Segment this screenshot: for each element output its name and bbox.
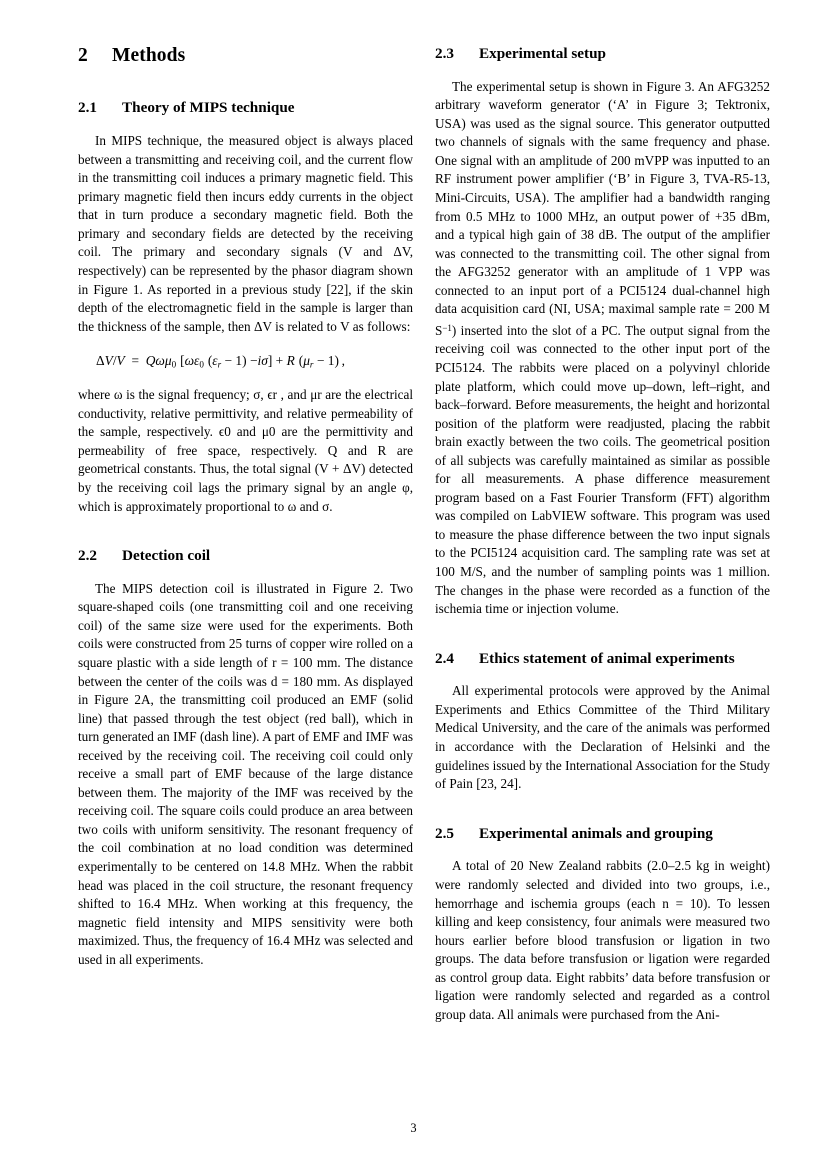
subsection-number: 2.1 (78, 99, 97, 117)
paragraph-theory-1: In MIPS technique, the measured object is always placed between a transmitting and receiving coil, and the current flow in the transmitting coil induces a primary magnetic field. This primary magnetic field then incurs eddy currents in the object that in turn produce a secondary magnetic field. Both the primary and secondary fields are detected by the receiving coil. The primary and secondary signals (V and ΔV, respectively) can be represented by the phasor diagram shown in Figure 1. As reported in a previous study [22], if the skin depth of the electromagnetic field in the sample is larger than the thickness of the sample, then ΔV is related to V as follows: (78, 133, 413, 334)
section-number: 2 (78, 45, 88, 66)
spacer (78, 68, 413, 98)
spacer (435, 843, 770, 857)
paragraph-experimental-setup-1 (435, 78, 770, 619)
subsection-heading-detection-coil (78, 546, 413, 566)
subsection-heading-experimental-setup (435, 44, 770, 64)
subsection-number: 2.2 (78, 547, 97, 565)
spacer (435, 64, 770, 78)
subsection-title: Experimental animals and grouping (479, 824, 713, 842)
section-heading-methods (78, 44, 413, 68)
paragraph-part-2: ) inserted into the slot of a PC. The output signal from the receiving coil was connected to the other input port of the PCI5124. The rabbits were placed on a polyvinyl chloride plate platform, which could move up–down, left–right, and back–forward. Before measurements, the height and horizontal position of the platform were readjusted, placing the rabbit brain exactly between the two coils. The geometrical position of all subjects was carefully maintained as similar as possible for all measurements. A phase difference measurement program based on a Fast Fourier Transform (FFT) algorithm was compiled on LabVIEW software. This program was used to measure the phase difference between the two input signals to the PCI5124 acquisition card. The sampling rate was set at 100 M/S, and the number of sampling points was 1 million. The changes in the phase were recorded as a function of the ischemia time or injection volume. (435, 322, 770, 617)
paragraph-part-1: The experimental setup is shown in Figure 3. An AFG3252 arbitrary waveform generator (‘A’ in Figure 3; Tektronix, USA) was used as the signal source. This generator outputted two channels of signals with the same frequency and phase. One signal with an amplitude of 200 mVPP was inputted to an RF instrument power amplifier (‘B’ in Figure 3, TVA-R5-13, Mini-Circuits, USA). The amplifier had a bandwidth ranging from 0.5 MHz to 1000 MHz, an output power of +35 dBm, and a typical high gain of 38 dB. The output of the amplifier was connected to the transmitting coil. The other signal from the AFG3252 generator with an amplitude of 1 VPP was connected to an input port of a PCI5124 dual-channel high data acquisition card (NI, USA; maximal sample rate = 200 M S (435, 78, 770, 338)
spacer (78, 566, 413, 580)
subsection-number: 2.5 (435, 824, 454, 842)
right-column (435, 44, 770, 1024)
two-column-layout (78, 44, 770, 1024)
subsection-title: Ethics statement of animal experiments (479, 649, 735, 667)
spacer (78, 118, 413, 132)
paragraph-detection-coil-1: The MIPS detection coil is illustrated in Figure 2. Two square-shaped coils (one transmitting coil and one receiving coil) of the same size were used for the experiments. Both coils were constructed from 25 turns of copper wire rolled on a square plastic with a side length of r = 100 mm. The distance between the center of the coils was d = 180 mm. As displayed in Figure 2A, the transmitting coil produced an EMF (solid line) that passed through the test object (red ball), which in turn generated an IMF (dash line). A part of EMF and IMF was received by the receiving coil. The receiving coil could only receive a small part of EMF because of the large distance between them. The majority of the IMF was received by the receiving coil. The square coils could produce an area between two coils with uniform sensitivity. The resonant frequency of the coil combination at no load condition was determined experimentally to be centered on 14.8 MHz. When the rabbit head was placed in the coil structure, the resonant frequency shifted to 16.4 MHz. When working at this frequency, the magnetic field intensity and MIPS sensitivity were both maximized. Thus, the frequency of 16.4 MHz was selected and used in all experiments. (78, 580, 413, 967)
spacer (78, 516, 413, 546)
subsection-heading-ethics (435, 649, 770, 669)
superscript-exponent: −1 (442, 322, 452, 333)
section-title: Methods (112, 45, 186, 66)
paragraph-ethics-1: All experimental protocols were approved by the Animal Experiments and Ethics Committee of the Third Military Medical University, and the care of the animals was performed in accordance with the Declaration of Helsinki and the guidelines issued by the International Association for the Study of Pain [23, 24]. (435, 683, 770, 792)
subsection-title: Detection coil (122, 547, 211, 565)
spacer (435, 619, 770, 649)
subsection-heading-animals (435, 824, 770, 844)
page-number: 3 (410, 1121, 417, 1135)
subsection-heading-theory (78, 98, 413, 118)
left-column (78, 44, 413, 969)
equation-1: ΔV/V = Qωμ$_0$ [$\omega\varepsilon_0$ $(\varepsilon_r - 1) -i\sigma] + R$ $(\mu_r - 1)$ , (96, 353, 345, 370)
paragraph-animals-1: A total of 20 New Zealand rabbits (2.0–2.5 kg in weight) were randomly selected and divided into two groups, i.e., hemorrhage and ischemia groups (each n = 10). To lessen killing and keep consistency, four animals were measured two hours earlier before blood transfusion or ligation in two groups. The data before transfusion or ligation were regarded as control group data. Eight rabbits’ data before transfusion or ligation were randomly selected and regarded as a control group data. All animals were purchased from the Ani- (435, 858, 770, 1022)
subsection-title: Experimental setup (479, 45, 606, 62)
spacer (435, 794, 770, 824)
paragraph-theory-2: where ω is the signal frequency; σ, ϵr , and μr are the electrical conductivity, relative permittivity, and relative permeability of the sample, respectively. ϵ0 and μ0 are the permittivity and permeability of free space, respectively. Q and R are geometrical constants. Thus, the total signal (V + ΔV) detected by the receiving coil lags the primary signal by an angle φ, which is approximately proportional to ω and σ. (78, 387, 413, 514)
subsection-number: 2.4 (435, 649, 454, 667)
subsection-title: Theory of MIPS technique (122, 99, 295, 117)
spacer (435, 668, 770, 682)
subsection-number: 2.3 (435, 45, 454, 62)
page-content (78, 44, 770, 1024)
